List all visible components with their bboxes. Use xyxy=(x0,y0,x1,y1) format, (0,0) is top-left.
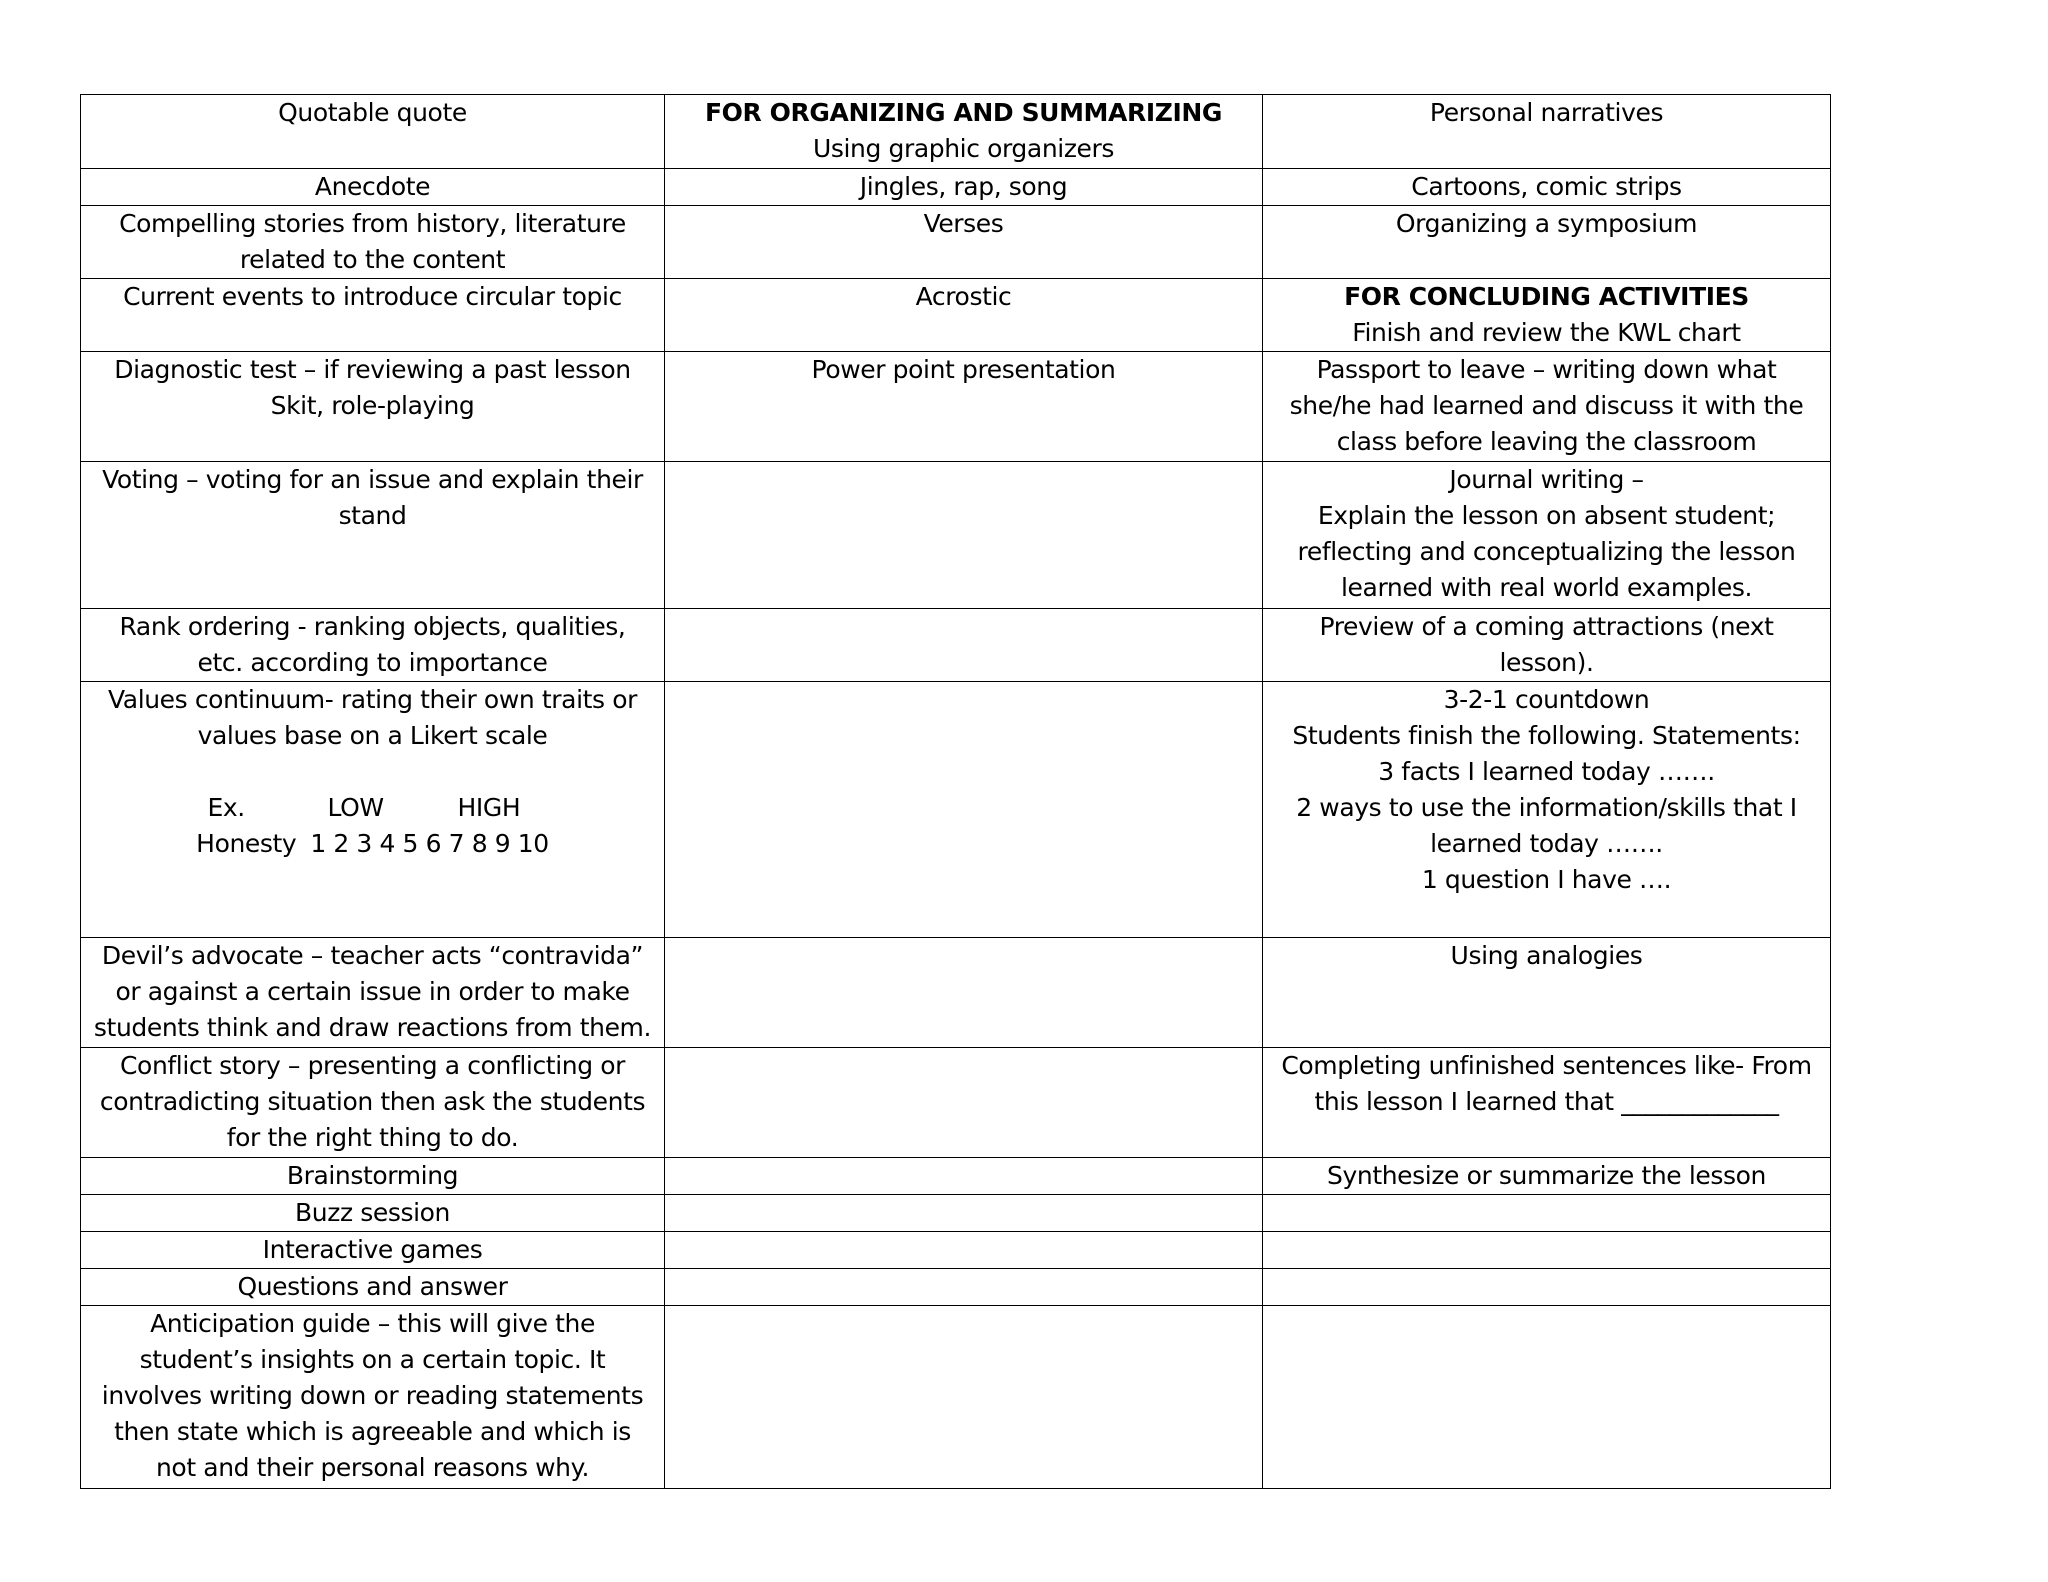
table-row xyxy=(81,938,1831,1048)
cell-text: Anecdote xyxy=(314,172,431,201)
table-cell xyxy=(81,352,665,462)
table-cell xyxy=(665,1158,1263,1195)
table-row xyxy=(81,1269,1831,1306)
cell-text: Completing unfinished sentences like- From xyxy=(1281,1051,1812,1080)
table-row xyxy=(81,1048,1831,1158)
cell-text: Interactive games xyxy=(262,1235,483,1264)
cell-text: Personal narratives xyxy=(1429,98,1664,127)
cell-text: contradicting situation then ask the students xyxy=(99,1087,646,1116)
table-cell xyxy=(1263,1048,1831,1158)
cell-text: etc. according to importance xyxy=(197,648,548,677)
cell-text: or against a certain issue in order to make xyxy=(115,977,630,1006)
table-row xyxy=(81,609,1831,682)
table-cell xyxy=(81,206,665,279)
likert-scale-values xyxy=(89,826,656,862)
table-cell xyxy=(81,1158,665,1195)
table-cell xyxy=(81,279,665,352)
section-heading-concluding: FOR CONCLUDING ACTIVITIES xyxy=(1344,282,1749,311)
table-cell xyxy=(665,95,1263,169)
table-cell xyxy=(665,938,1263,1048)
table-cell xyxy=(665,169,1263,206)
cell-text: learned today ……. xyxy=(1430,829,1663,858)
cell-text: then state which is agreeable and which is xyxy=(114,1417,631,1446)
table-cell xyxy=(81,462,665,609)
cell-text: student’s insights on a certain topic. It xyxy=(139,1345,606,1374)
table-cell xyxy=(665,1269,1263,1306)
cell-text: Buzz session xyxy=(295,1198,450,1227)
table-cell xyxy=(81,938,665,1048)
table-row xyxy=(81,1232,1831,1269)
cell-text: Journal writing – xyxy=(1449,465,1644,494)
table-cell xyxy=(81,682,665,938)
table-row xyxy=(81,279,1831,352)
cell-text: Cartoons, comic strips xyxy=(1411,172,1682,201)
cell-text: Devil’s advocate – teacher acts “contravida” xyxy=(101,941,644,970)
table-cell xyxy=(665,206,1263,279)
table-cell xyxy=(81,1195,665,1232)
cell-text: Verses xyxy=(923,209,1004,238)
cell-text: related to the content xyxy=(239,245,506,274)
table-cell xyxy=(1263,462,1831,609)
table-cell xyxy=(81,609,665,682)
table-cell xyxy=(81,1048,665,1158)
cell-text: students think and draw reactions from them. xyxy=(93,1013,652,1042)
table-cell xyxy=(81,1306,665,1489)
cell-text: 3-2-1 countdown xyxy=(1443,685,1650,714)
cell-text: Synthesize or summarize the lesson xyxy=(1327,1161,1766,1190)
cell-text: 2 ways to use the information/skills that I xyxy=(1296,793,1797,822)
cell-text: Preview of a coming attractions (next xyxy=(1319,612,1774,641)
scale-example-label: Ex. xyxy=(207,793,245,822)
cell-text: Conflict story – presenting a conflicting or xyxy=(120,1051,625,1080)
table-cell xyxy=(1263,1232,1831,1269)
cell-text: stand xyxy=(338,501,407,530)
cell-text: Acrostic xyxy=(915,282,1012,311)
table-cell xyxy=(665,1306,1263,1489)
table-row xyxy=(81,95,1831,169)
table-cell xyxy=(1263,206,1831,279)
table-cell xyxy=(1263,938,1831,1048)
table-cell xyxy=(665,682,1263,938)
spacer xyxy=(89,754,656,790)
table-cell xyxy=(81,1269,665,1306)
cell-text: Rank ordering - ranking objects, qualities, xyxy=(119,612,626,641)
table-cell xyxy=(1263,1269,1831,1306)
table-row xyxy=(81,169,1831,206)
table-cell xyxy=(665,609,1263,682)
cell-text: Using analogies xyxy=(1450,941,1643,970)
table-cell xyxy=(1263,1158,1831,1195)
section-heading-organizing: FOR ORGANIZING AND SUMMARIZING xyxy=(704,98,1223,127)
scale-trait-label: Honesty xyxy=(196,829,297,858)
cell-text: reflecting and conceptualizing the lesson xyxy=(1297,537,1796,566)
cell-text: Explain the lesson on absent student; xyxy=(1317,501,1776,530)
cell-text: 3 facts I learned today ……. xyxy=(1378,757,1715,786)
table-cell xyxy=(665,279,1263,352)
scale-high-label: HIGH xyxy=(457,793,521,822)
cell-text: Anticipation guide – this will give the xyxy=(150,1309,595,1338)
table-cell xyxy=(665,1048,1263,1158)
cell-text: Power point presentation xyxy=(811,355,1116,384)
cell-text: lesson). xyxy=(1499,648,1594,677)
table-row xyxy=(81,682,1831,938)
table-row xyxy=(81,1195,1831,1232)
table-cell xyxy=(665,1195,1263,1232)
cell-text: involves writing down or reading statements xyxy=(101,1381,644,1410)
table-row xyxy=(81,1306,1831,1489)
cell-text: Voting – voting for an issue and explain their xyxy=(102,465,643,494)
table-row xyxy=(81,1158,1831,1195)
scale-numbers: 1 2 3 4 5 6 7 8 9 10 xyxy=(310,829,549,858)
table-cell xyxy=(81,95,665,169)
table-cell xyxy=(1263,95,1831,169)
cell-text: Quotable quote xyxy=(278,98,467,127)
cell-text: 1 question I have …. xyxy=(1421,865,1672,894)
cell-text: Brainstorming xyxy=(286,1161,459,1190)
cell-text: learned with real world examples. xyxy=(1341,573,1752,602)
table-cell xyxy=(81,169,665,206)
table-cell xyxy=(1263,1306,1831,1489)
table-cell xyxy=(81,1232,665,1269)
table-cell xyxy=(665,462,1263,609)
cell-text: Diagnostic test – if reviewing a past lesson xyxy=(114,355,631,384)
table-row xyxy=(81,352,1831,462)
cell-text: Students finish the following. Statements: xyxy=(1292,721,1801,750)
cell-text: Current events to introduce circular topic xyxy=(123,282,622,311)
cell-text: Compelling stories from history, literature xyxy=(119,209,626,238)
table-cell xyxy=(665,1232,1263,1269)
cell-text: Finish and review the KWL chart xyxy=(1352,318,1741,347)
cell-text: Values continuum- rating their own traits or xyxy=(108,685,637,714)
table-row xyxy=(81,206,1831,279)
cell-text: Skit, role-playing xyxy=(270,391,475,420)
table-cell xyxy=(1263,1195,1831,1232)
cell-text: not and their personal reasons why. xyxy=(155,1453,589,1482)
cell-text: she/he had learned and discuss it with the xyxy=(1289,391,1804,420)
activities-table xyxy=(80,94,1831,1489)
cell-text: for the right thing to do. xyxy=(226,1123,519,1152)
cell-text: Using graphic organizers xyxy=(812,134,1115,163)
cell-text: Passport to leave – writing down what xyxy=(1316,355,1777,384)
table-cell xyxy=(1263,352,1831,462)
table-row xyxy=(81,462,1831,609)
table-cell xyxy=(665,352,1263,462)
table-cell xyxy=(1263,279,1831,352)
cell-text: class before leaving the classroom xyxy=(1336,427,1757,456)
cell-text: this lesson I learned that _____________ xyxy=(1314,1087,1779,1116)
cell-text: Questions and answer xyxy=(237,1272,508,1301)
table-cell xyxy=(1263,682,1831,938)
table-cell xyxy=(1263,169,1831,206)
scale-low-label: LOW xyxy=(327,793,384,822)
cell-text: values base on a Likert scale xyxy=(197,721,548,750)
cell-text: Organizing a symposium xyxy=(1395,209,1698,238)
likert-scale-header xyxy=(89,790,656,826)
table-cell xyxy=(1263,609,1831,682)
cell-text: Jingles, rap, song xyxy=(859,172,1068,201)
